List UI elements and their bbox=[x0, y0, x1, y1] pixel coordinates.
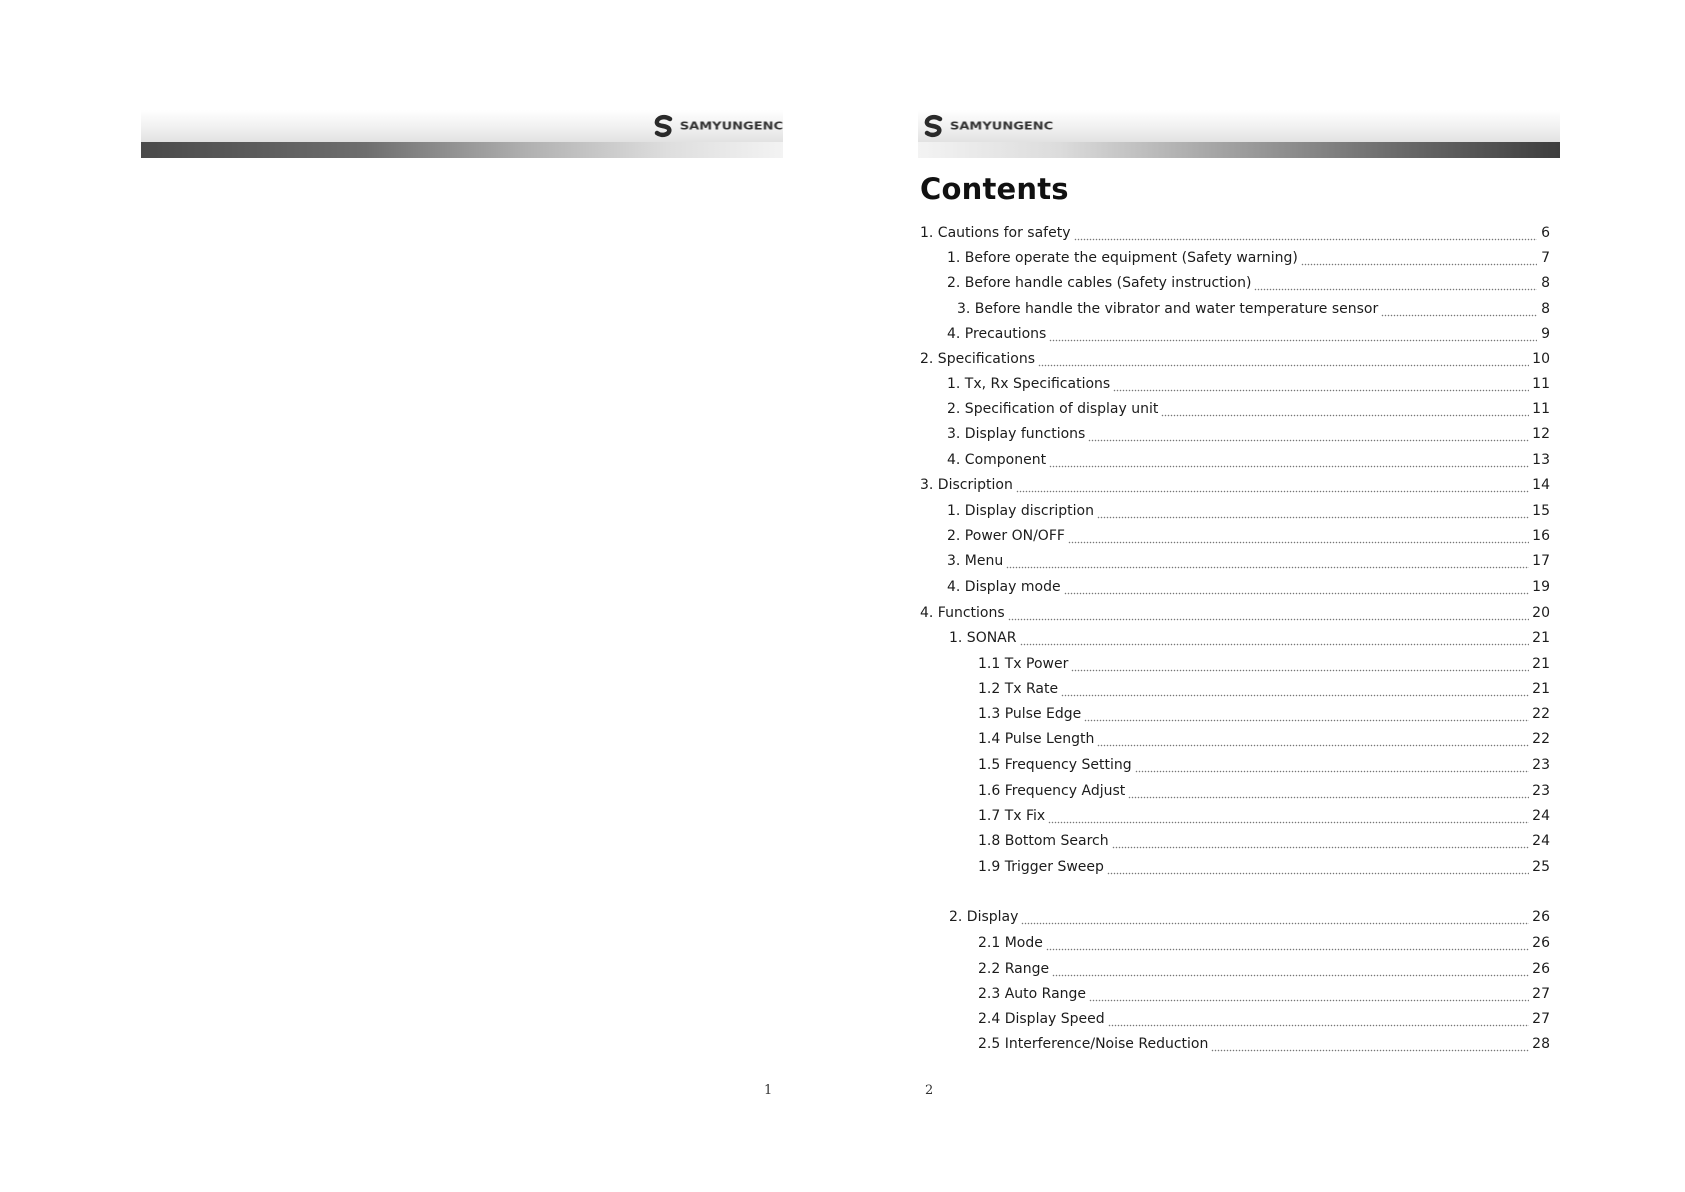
toc-entry-label: 1.2 Tx Rate bbox=[978, 681, 1059, 697]
toc-entry-page: 21 bbox=[1532, 681, 1550, 697]
toc-entry bbox=[920, 275, 1550, 295]
toc-entry-page: 10 bbox=[1532, 351, 1550, 367]
toc-entry bbox=[920, 250, 1550, 270]
toc-dot-leader bbox=[1381, 313, 1537, 317]
toc-dot-leader bbox=[1061, 693, 1529, 697]
toc-entry bbox=[920, 909, 1550, 929]
company-logo-icon bbox=[922, 114, 946, 138]
toc-dot-leader bbox=[1048, 820, 1529, 824]
toc-entry bbox=[920, 833, 1550, 853]
toc-entry-page: 13 bbox=[1532, 452, 1550, 468]
toc-dot-leader bbox=[1084, 718, 1529, 722]
toc-entry-page: 22 bbox=[1532, 706, 1550, 722]
toc-entry-label: 1. Before operate the equipment (Safety warning) bbox=[947, 250, 1298, 266]
logo-text: SAMYUNGENC bbox=[679, 120, 783, 132]
logo-text: SAMYUNGENC bbox=[950, 120, 1054, 132]
toc-entry bbox=[920, 426, 1550, 446]
toc-entry-page: 9 bbox=[1541, 326, 1550, 342]
toc-dot-leader bbox=[1068, 540, 1529, 544]
toc-entry bbox=[920, 401, 1550, 421]
toc-entry-page: 6 bbox=[1541, 225, 1550, 241]
left-page-header-banner bbox=[141, 110, 783, 162]
page-number-left: 1 bbox=[764, 1083, 773, 1098]
toc-entry-page: 23 bbox=[1532, 783, 1550, 799]
toc-entry-label: 2. Display bbox=[949, 909, 1019, 925]
toc-dot-leader bbox=[1046, 947, 1529, 951]
toc-entry bbox=[920, 528, 1550, 548]
toc-entry-label: 2.1 Mode bbox=[978, 935, 1043, 951]
toc-entry bbox=[920, 225, 1550, 245]
toc-entry bbox=[920, 351, 1550, 371]
toc-dot-leader bbox=[1113, 388, 1529, 392]
toc-dot-leader bbox=[1021, 921, 1529, 925]
toc-entry bbox=[920, 503, 1550, 523]
toc-dot-leader bbox=[1088, 438, 1529, 442]
toc-entry-label: 2. Specification of display unit bbox=[947, 401, 1159, 417]
toc-dot-leader bbox=[1097, 515, 1529, 519]
toc-entry-label: 1.7 Tx Fix bbox=[978, 808, 1046, 824]
toc-entry bbox=[920, 1011, 1550, 1031]
toc-entry-label: 1.9 Trigger Sweep bbox=[978, 859, 1104, 875]
toc-entry-page: 24 bbox=[1532, 808, 1550, 824]
page-number-right: 2 bbox=[925, 1083, 934, 1098]
toc-dot-leader bbox=[1161, 413, 1529, 417]
toc-entry-label: 2.3 Auto Range bbox=[978, 986, 1087, 1002]
toc-dot-leader bbox=[1071, 668, 1529, 672]
toc-entry-page: 27 bbox=[1532, 1011, 1550, 1027]
toc-entry bbox=[920, 630, 1550, 650]
company-logo-icon bbox=[652, 114, 676, 138]
toc-entry-label: 1.5 Frequency Setting bbox=[978, 757, 1132, 773]
toc-entry-page: 24 bbox=[1532, 833, 1550, 849]
toc-entry-label: 1. Cautions for safety bbox=[920, 225, 1071, 241]
toc-entry-label: 2.2 Range bbox=[978, 961, 1050, 977]
toc-entry bbox=[920, 605, 1550, 625]
toc-entry-label: 2. Power ON/OFF bbox=[947, 528, 1065, 544]
toc-entry-label: 4. Functions bbox=[920, 605, 1005, 621]
toc-dot-leader bbox=[1254, 287, 1537, 291]
toc-entry-page: 27 bbox=[1532, 986, 1550, 1002]
toc-entry-page: 22 bbox=[1532, 731, 1550, 747]
toc-entry bbox=[920, 376, 1550, 396]
toc-dot-leader bbox=[1064, 591, 1530, 595]
left-company-logo bbox=[652, 112, 783, 140]
toc-entry-page: 23 bbox=[1532, 757, 1550, 773]
toc-entry bbox=[920, 757, 1550, 777]
toc-entry-page: 7 bbox=[1541, 250, 1550, 266]
toc-dot-leader bbox=[1089, 998, 1529, 1002]
toc-dot-leader bbox=[1107, 871, 1529, 875]
toc-entry-page: 21 bbox=[1532, 656, 1550, 672]
toc-entry-label: 1.8 Bottom Search bbox=[978, 833, 1109, 849]
toc-dot-leader bbox=[1135, 769, 1530, 773]
toc-dot-leader bbox=[1016, 489, 1529, 493]
toc-entry-page: 26 bbox=[1532, 961, 1550, 977]
toc-dot-leader bbox=[1008, 617, 1530, 621]
contents-title: Contents bbox=[920, 172, 1069, 206]
toc-entry-label: 4. Precautions bbox=[947, 326, 1047, 342]
toc-entry-page: 20 bbox=[1532, 605, 1550, 621]
toc-entry-label: 1.4 Pulse Length bbox=[978, 731, 1095, 747]
toc-entry-page: 19 bbox=[1532, 579, 1550, 595]
toc-entry-page: 26 bbox=[1532, 909, 1550, 925]
toc-dot-leader bbox=[1049, 464, 1529, 468]
toc-dot-leader bbox=[1038, 363, 1529, 367]
toc-entry-label: 2.4 Display Speed bbox=[978, 1011, 1105, 1027]
toc-dot-leader bbox=[1112, 845, 1530, 849]
toc-entry-page: 12 bbox=[1532, 426, 1550, 442]
toc-entry-page: 11 bbox=[1532, 401, 1550, 417]
toc-dot-leader bbox=[1211, 1048, 1529, 1052]
banner-bar bbox=[141, 142, 783, 158]
toc-entry-label: 1.3 Pulse Edge bbox=[978, 706, 1082, 722]
toc-entry-page: 21 bbox=[1532, 630, 1550, 646]
toc-entry-page: 8 bbox=[1541, 275, 1550, 291]
toc-dot-leader bbox=[1128, 795, 1529, 799]
toc-entry bbox=[920, 452, 1550, 472]
toc-entry-label: 1. SONAR bbox=[949, 630, 1017, 646]
toc-entry-page: 14 bbox=[1532, 477, 1550, 493]
toc-dot-leader bbox=[1006, 565, 1529, 569]
toc-dot-leader bbox=[1108, 1023, 1530, 1027]
toc-entry-page: 25 bbox=[1532, 859, 1550, 875]
toc-entry-label: 1.6 Frequency Adjust bbox=[978, 783, 1126, 799]
toc-entry-page: 8 bbox=[1541, 301, 1550, 317]
toc-entry bbox=[920, 859, 1550, 879]
toc-dot-leader bbox=[1097, 743, 1529, 747]
toc-entry-label: 3. Discription bbox=[920, 477, 1013, 493]
toc-entry bbox=[920, 301, 1550, 321]
toc-entry-page: 17 bbox=[1532, 553, 1550, 569]
toc-entry-label: 2. Before handle cables (Safety instruction) bbox=[947, 275, 1252, 291]
toc-entry bbox=[920, 731, 1550, 751]
toc-dot-leader bbox=[1020, 642, 1530, 646]
toc-entry-label: 2. Specifications bbox=[920, 351, 1035, 367]
toc-entry bbox=[920, 656, 1550, 676]
toc-entry-page: 28 bbox=[1532, 1036, 1550, 1052]
toc-entry-label: 3. Menu bbox=[947, 553, 1004, 569]
toc-entry-label: 4. Display mode bbox=[947, 579, 1061, 595]
toc-dot-leader bbox=[1074, 237, 1538, 241]
toc-entry bbox=[920, 783, 1550, 803]
toc-entry bbox=[920, 681, 1550, 701]
toc-entry-page: 11 bbox=[1532, 376, 1550, 392]
toc-entry bbox=[920, 579, 1550, 599]
toc-entry bbox=[920, 1036, 1550, 1056]
toc-entry bbox=[920, 986, 1550, 1006]
right-page-header-banner bbox=[918, 110, 1560, 162]
toc-dot-leader bbox=[1052, 973, 1529, 977]
toc-entry-label: 3. Display functions bbox=[947, 426, 1086, 442]
toc-entry bbox=[920, 326, 1550, 346]
toc-entry-label: 1. Tx, Rx Specifications bbox=[947, 376, 1111, 392]
toc-entry-label: 3. Before handle the vibrator and water temperature sensor bbox=[957, 301, 1379, 317]
toc-entry bbox=[920, 553, 1550, 573]
toc-entry-label: 4. Component bbox=[947, 452, 1047, 468]
toc-entry bbox=[920, 961, 1550, 981]
right-company-logo bbox=[922, 112, 1053, 140]
toc-entry bbox=[920, 935, 1550, 955]
toc-entry-label: 1.1 Tx Power bbox=[978, 656, 1069, 672]
toc-entry bbox=[920, 706, 1550, 726]
toc-entry-label: 1. Display discription bbox=[947, 503, 1094, 519]
toc-dot-leader bbox=[1049, 338, 1537, 342]
toc-entry-label: 2.5 Interference/Noise Reduction bbox=[978, 1036, 1209, 1052]
toc-entry-page: 15 bbox=[1532, 503, 1550, 519]
toc-dot-leader bbox=[1301, 262, 1537, 266]
toc-entry-page: 16 bbox=[1532, 528, 1550, 544]
toc-entry bbox=[920, 477, 1550, 497]
toc-entry bbox=[920, 808, 1550, 828]
banner-bar bbox=[918, 142, 1560, 158]
toc-entry-page: 26 bbox=[1532, 935, 1550, 951]
